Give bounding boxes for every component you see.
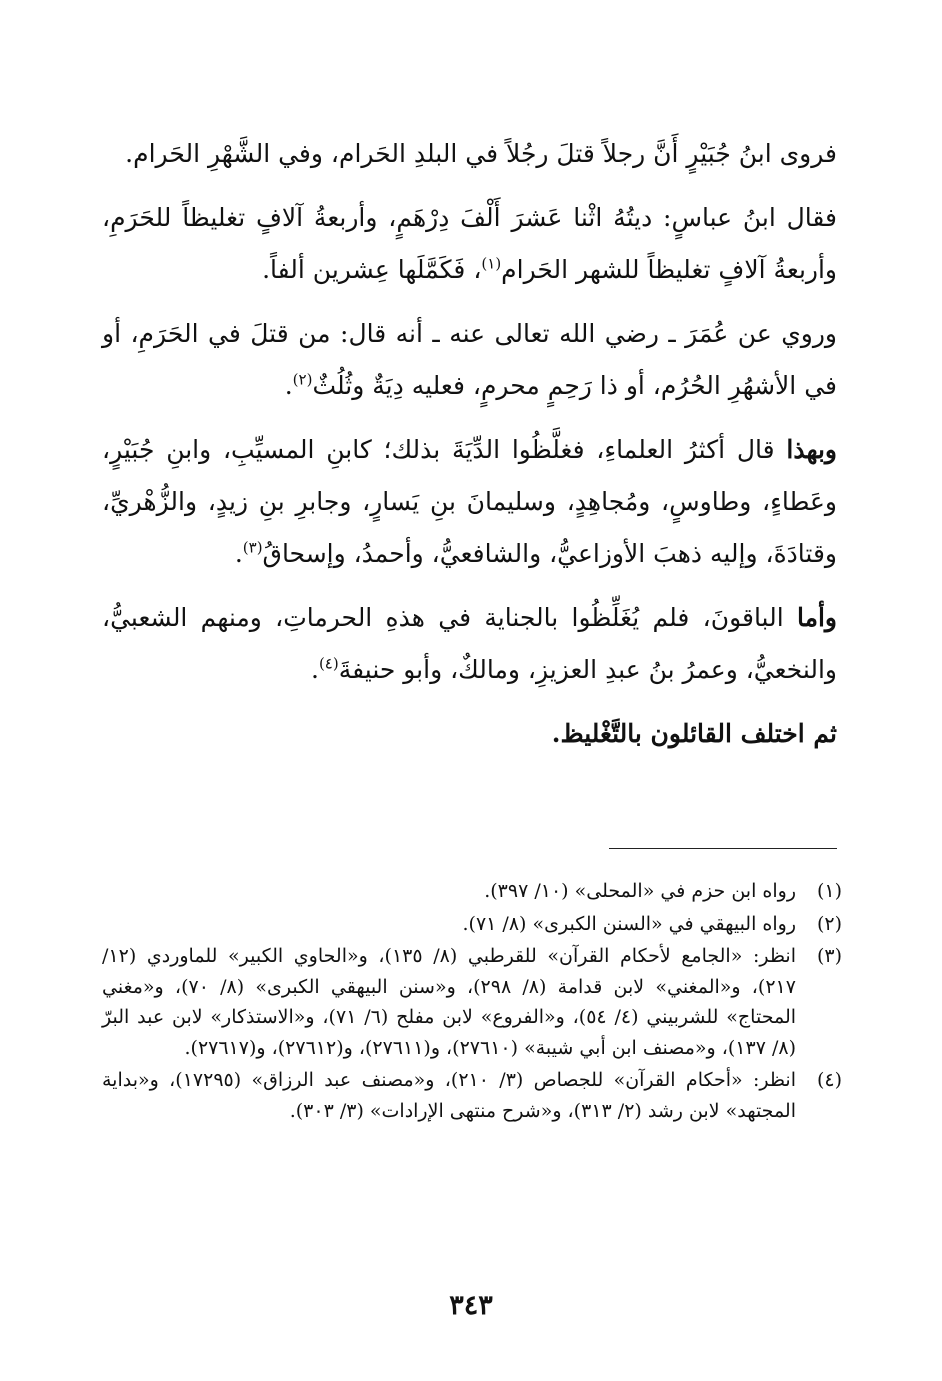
page-number: ٣٤٣	[449, 1290, 493, 1321]
paragraph-4	[102, 424, 837, 580]
paragraph-5	[102, 592, 837, 696]
footnote-ref[interactable]: (١)	[481, 254, 502, 273]
footnote-text: انظر: «أحكام القرآن» للجصاص (٣/ ٢١٠)، و«مصنف عبد الرزاق» (١٧٢٩٥)، و«بداية المجتهد» لابن رشد (٢/ ٣١٣)، و«شرح منتهى الإرادات» (٣/ ٣٠٣).	[102, 1069, 796, 1122]
paragraph-lead-word: وأما	[796, 603, 837, 632]
paragraph-text: فروى ابنُ جُبَيْرٍ أَنَّ رجلاً قتلَ رجُلاً في البلدِ الحَرام، وفي الشَّهْرِ الحَرام.	[125, 139, 837, 168]
paragraph-text: فقال ابنُ عباسٍ: ديتُهُ اثْنا عَشرَ أَلْفَ دِرْهَمٍ، وأربعةُ آلافٍ تغليظاً للحَرَمِ، وأربعةُ آلافٍ تغليظاً للشهر الحَرام	[102, 203, 837, 284]
paragraph-tail: ، فَكَمَّلَها عِشرين ألفاً.	[262, 255, 482, 284]
main-text	[102, 128, 837, 772]
footnote-2	[102, 909, 842, 940]
paragraph-3	[102, 308, 837, 412]
footnote-number: (٤)	[816, 1069, 842, 1091]
footnote-text: رواه ابن حزم في «المحلى» (١٠/ ٣٩٧).	[484, 880, 796, 902]
paragraph-lead-word: وبهذا	[786, 435, 837, 464]
footnotes	[102, 876, 842, 1128]
paragraph-tail: .	[234, 539, 243, 568]
paragraph-tail: .	[310, 655, 319, 684]
footnote-number: (٣)	[816, 945, 842, 967]
footnote-ref[interactable]: (٢)	[292, 370, 313, 389]
footnote-1	[102, 876, 842, 907]
paragraph-2	[102, 192, 837, 296]
section-heading: ثم اختلف القائلون بالتَّغْليظ.	[551, 719, 837, 748]
footnote-text: رواه البيهقي في «السنن الكبرى» (٨/ ٧١).	[462, 912, 796, 935]
footnote-number: (٢)	[816, 912, 842, 935]
paragraph-text: قال أكثرُ العلماءِ، فغلَّظُوا الدِّيَةَ بذلك؛ كابنِ المسيِّبِ، وابنِ جُبَيْرٍ، وعَطاءٍ، وطاوسٍ، ومُجاهِدٍ، وسليمانَ بنِ يَسارٍ، وجابرِ بنِ زيدٍ، والزُّهْريِّ، وقتادَةَ، وإليه ذهبَ الأوزاعيُّ، والشافعيُّ، وأحمدُ، وإسحاقُ	[102, 435, 837, 568]
paragraph-tail: .	[284, 371, 293, 400]
footnote-ref[interactable]: (٣)	[242, 538, 263, 557]
footnote-4	[102, 1065, 842, 1126]
paragraph-text: وروي عن عُمَرَ ـ رضي الله تعالى عنه ـ أنه قال: من قتلَ في الحَرَمِ، أو في الأشهُرِ الحُرُم، أو ذا رَحِمٍ محرمٍ، فعليه دِيَةٌ وثُلُثٌ	[102, 319, 837, 400]
paragraph-text: الباقونَ، فلم يُغَلِّظُوا بالجناية في هذهِ الحرماتِ، ومنهم الشعبيُّ، والنخعيُّ، وعمرُ بنُ عبدِ العزيزِ، ومالكٌ، وأبو حنيفةَ	[102, 603, 837, 684]
footnote-3	[102, 941, 842, 1063]
footnote-separator	[609, 848, 837, 849]
footnote-text: انظر: «الجامع لأحكام القرآن» للقرطبي (٨/ ١٣٥)، و«الحاوي الكبير» للماوردي (١٢/ ٢١٧)، و«المغني» لابن قدامة (٨/ ٢٩٨)، و«سنن البيهقي الكبرى» (٨/ ٧٠)، و«مغني المحتاج» للشربيني (٤/ ٥٤)، و«الفروع» لابن مفلح (٦/ ٧١)، و«الاستذكار» لابن عبد البرّ (٨/ ١٣٧)، و«مصنف ابن أبي شيبة» (٢٧٦١٠)، و(٢٧٦١١)، و(٢٧٦١٢)، و(٢٧٦١٧).	[102, 945, 797, 1059]
paragraph-1	[102, 128, 837, 180]
footnote-ref[interactable]: (٤)	[318, 654, 339, 673]
footnote-number: (١)	[816, 880, 842, 902]
